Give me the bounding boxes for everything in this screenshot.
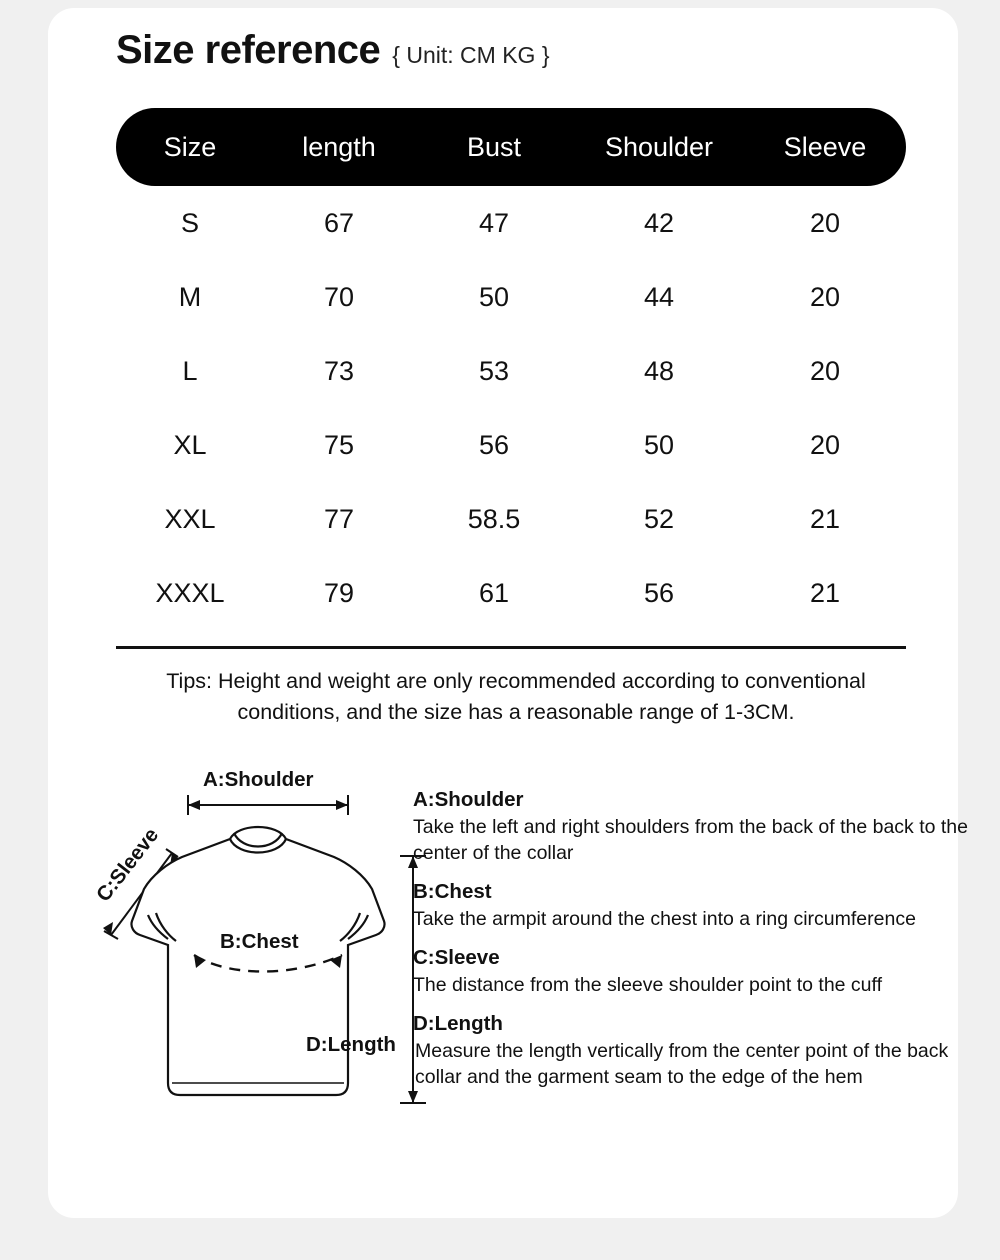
- column-header-length: [264, 108, 414, 186]
- cell-size: S: [180, 207, 199, 238]
- table-row: [116, 482, 906, 556]
- column-header-sleeve-label: Sleeve: [783, 131, 867, 162]
- definition-shoulder: [413, 788, 973, 866]
- shoulder-dimension-arrow: [188, 795, 348, 815]
- cell-bust: 50: [478, 281, 510, 312]
- table-row: [116, 186, 906, 260]
- definition-term: B:Chest: [413, 880, 492, 903]
- size-table-wrapper: [116, 108, 906, 630]
- diagram-chest-label: B:Chest: [220, 930, 299, 953]
- cell-shoulder: 56: [643, 577, 675, 608]
- cell-size: XXL: [164, 503, 216, 534]
- definition-term: A:Shoulder: [413, 788, 524, 811]
- definition-description: The distance from the sleeve shoulder point to the cuff: [413, 974, 882, 996]
- cell-shoulder: 48: [643, 355, 675, 386]
- measurement-definitions: [413, 788, 973, 1104]
- cell-size: M: [178, 281, 202, 312]
- cell-sleeve: 21: [809, 577, 841, 608]
- column-header-shoulder: [574, 108, 744, 186]
- cell-bust: 61: [478, 577, 510, 608]
- cell-size: L: [182, 355, 198, 386]
- diagram-sleeve-label: C:Sleeve: [91, 823, 164, 907]
- tips-text: Tips: Height and weight are only recommended according to conventional conditions, and the size has a reasonable range of 1-3CM.: [166, 669, 866, 724]
- diagram-shoulder-label: A:Shoulder: [203, 768, 314, 791]
- cell-bust: 56: [478, 429, 510, 460]
- column-header-length-label: length: [302, 131, 376, 162]
- cell-size: XXXL: [155, 577, 225, 608]
- size-table-body: [116, 186, 906, 630]
- definition-description: Take the left and right shoulders from the back of the back to the center of the collar: [413, 816, 968, 864]
- column-header-sleeve: [744, 108, 906, 186]
- table-row: [116, 408, 906, 482]
- column-header-size-label: Size: [163, 131, 217, 162]
- column-header-shoulder-label: Shoulder: [604, 131, 714, 162]
- cell-sleeve: 20: [809, 207, 841, 238]
- cell-shoulder: 52: [643, 503, 675, 534]
- cell-sleeve: 21: [809, 503, 841, 534]
- table-bottom-divider: [116, 646, 906, 649]
- cell-length: 73: [323, 355, 355, 386]
- definition-chest: [413, 880, 973, 932]
- definition-term: C:Sleeve: [413, 946, 500, 969]
- table-row: [116, 556, 906, 630]
- cell-shoulder: 44: [643, 281, 675, 312]
- cell-shoulder: 50: [643, 429, 675, 460]
- table-row: [116, 334, 906, 408]
- definition-length: [413, 1012, 973, 1090]
- column-header-bust: [414, 108, 574, 186]
- title-main: Size reference: [116, 28, 381, 72]
- cell-bust: 47: [478, 207, 510, 238]
- cell-size: XL: [173, 429, 207, 460]
- cell-shoulder: 42: [643, 207, 675, 238]
- tshirt-measurement-diagram: [48, 753, 468, 1133]
- column-header-bust-label: Bust: [466, 131, 522, 162]
- definition-description: Measure the length vertically from the center point of the back collar and the garment seam to the edge of the hem: [415, 1040, 949, 1088]
- cell-sleeve: 20: [809, 281, 841, 312]
- cell-bust: 58.5: [467, 503, 521, 534]
- definition-term: D:Length: [413, 1012, 503, 1035]
- diagram-length-label: D:Length: [306, 1033, 396, 1056]
- cell-length: 77: [323, 503, 355, 534]
- size-table-head: [116, 108, 906, 186]
- size-table: [116, 108, 906, 630]
- table-header-row: [116, 108, 906, 186]
- column-header-size: [116, 108, 264, 186]
- title-unit: { Unit: CM KG }: [392, 42, 550, 68]
- definition-sleeve: [413, 946, 973, 998]
- cell-length: 79: [323, 577, 355, 608]
- cell-length: 75: [323, 429, 355, 460]
- cell-sleeve: 20: [809, 429, 841, 460]
- definition-description: Take the armpit around the chest into a ring circumference: [413, 908, 916, 930]
- page-title: [116, 28, 550, 73]
- cell-bust: 53: [478, 355, 510, 386]
- cell-length: 70: [323, 281, 355, 312]
- cell-sleeve: 20: [809, 355, 841, 386]
- cell-length: 67: [323, 207, 355, 238]
- tshirt-diagram-svg: [48, 753, 468, 1133]
- table-row: [116, 260, 906, 334]
- size-chart-card: [48, 8, 968, 1218]
